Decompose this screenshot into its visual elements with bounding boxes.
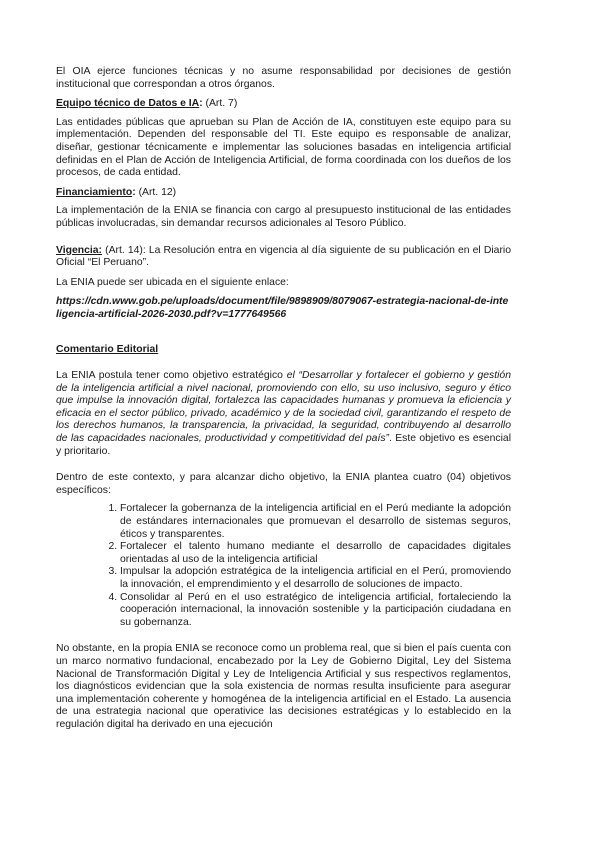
comentario-heading-line (56, 344, 511, 357)
list-item: 3. Impulsar la adopción estratégica de la inteligencia artificial en el Perú, promoviendo la innovación, el emprendimiento y el desarrollo de soluciones de impacto. (120, 566, 511, 591)
comentario-heading: Comentario Editorial (56, 343, 159, 355)
financiamiento-article: (Art. 12) (135, 186, 177, 198)
comentario-paragraph-3: No obstante, en la propia ENIA se reconoce como un problema real, que si bien el país cuenta con un marco normativo fundacional, encabezado por la Ley de Gobierno Digital, Ley del Sistema Nacional de Transformación Digital y Ley de Inteligencia Artificial y sus respectivos reglamentos, los diagnósticos evidencian que la sola existencia de normas resulta insuficiente para asegurar una implementación coherente y homogénea de la inteligencia artificial en el Estado. La ausencia de una estrategia nacional que operativice las decisiones estratégicas y lo establecido en la regulación digital ha derivado en una ejecución (56, 643, 511, 730)
financiamiento-paragraph: La implementación de la ENIA se financia con cargo al presupuesto institucional de las entidades públicas involucradas, sin demandar recursos adicionales al Tesoro Público. (56, 205, 511, 229)
financiamiento-heading-line (56, 187, 511, 200)
equipo-heading-colon: : (199, 98, 203, 110)
comentario-p1-end: . Este objetivo es esencial y prioritario. (56, 433, 511, 457)
equipo-heading-line (56, 98, 511, 111)
vigencia-text: (Art. 14): La Resolución entra en vigencia al día siguiente de su publicación en el Diario Oficial “El Peruano”. (56, 244, 511, 269)
oia-paragraph: El OIA ejerce funciones técnicas y no asume responsabilidad por decisiones de gestión institucional que correspondan a otros órganos. (56, 66, 511, 90)
document-page (56, 66, 511, 732)
vigencia-paragraph (56, 245, 511, 270)
comentario-p1-start: La ENIA postula tener como objetivo estratégico (56, 370, 287, 382)
list-item: 1. Fortalecer la gobernanza de la inteligencia artificial en el Perú mediante la adopción de estándares internacionales que promuevan el desarrollo de sistemas seguros, éticos y transparentes. (120, 503, 511, 541)
enia-link[interactable]: https://cdn.www.gob.pe/uploads/document/file/9898909/8079067-estrategia-nacional-de-inteligencia-artificial-2026-2030.pdf?v=1777649566 (56, 296, 509, 320)
comentario-paragraph-2: Dentro de este contexto, y para alcanzar dicho objetivo, la ENIA plantea cuatro (04) objetivos específicos: (56, 472, 511, 496)
comentario-p1-quote: el “Desarrollar y fortalecer el gobierno y gestión de la inteligencia artificial a nivel nacional, promoviendo con ello, su uso inclusivo, seguro y ético que impulse la innovación digital, fortalezca las capacidades humanas y promueva la eficiencia y eficacia en el sector público, privado, académico y de la sociedad civil, garantizando el respeto de los derechos humanos, la transparencia, la privacidad, la seguridad, contribuyendo al desarrollo de las capacidades nacionales, productividad y competitividad del país” (56, 370, 511, 445)
list-item: 2. Fortalecer el talento humano mediante el desarrollo de capacidades digitales orientadas al uso de la inteligencia artificial (120, 541, 511, 566)
enlace-intro: La ENIA puede ser ubicada en el siguiente enlace: (56, 276, 289, 288)
equipo-paragraph: Las entidades públicas que aprueban su Plan de Acción de IA, constituyen este equipo para su implementación. Dependen del responsable del TI. Este equipo es responsable de analizar, diseñar, gestionar técnicamente e implementar las soluciones basadas en inteligencia artificial definidas en el Plan de Acción de Inteligencia Artificial, de forma coordinada con los dueños de los procesos, de cada entidad. (56, 116, 511, 179)
financiamiento-heading-colon: : (132, 186, 136, 198)
objetivos-list (56, 503, 511, 629)
vigencia-heading: Vigencia: (56, 244, 103, 256)
equipo-heading: Equipo técnico de Datos e IA (56, 98, 200, 110)
comentario-paragraph-1 (56, 370, 511, 458)
list-item: 4. Consolidar al Perú en el uso estratégico de inteligencia artificial, fortaleciendo la cooperación internacional, la innovación sostenible y la participación ciudadana en su gobernanza. (120, 592, 511, 630)
equipo-article: (Art. 7) (202, 98, 238, 110)
financiamiento-heading: Financiamiento (56, 186, 133, 198)
